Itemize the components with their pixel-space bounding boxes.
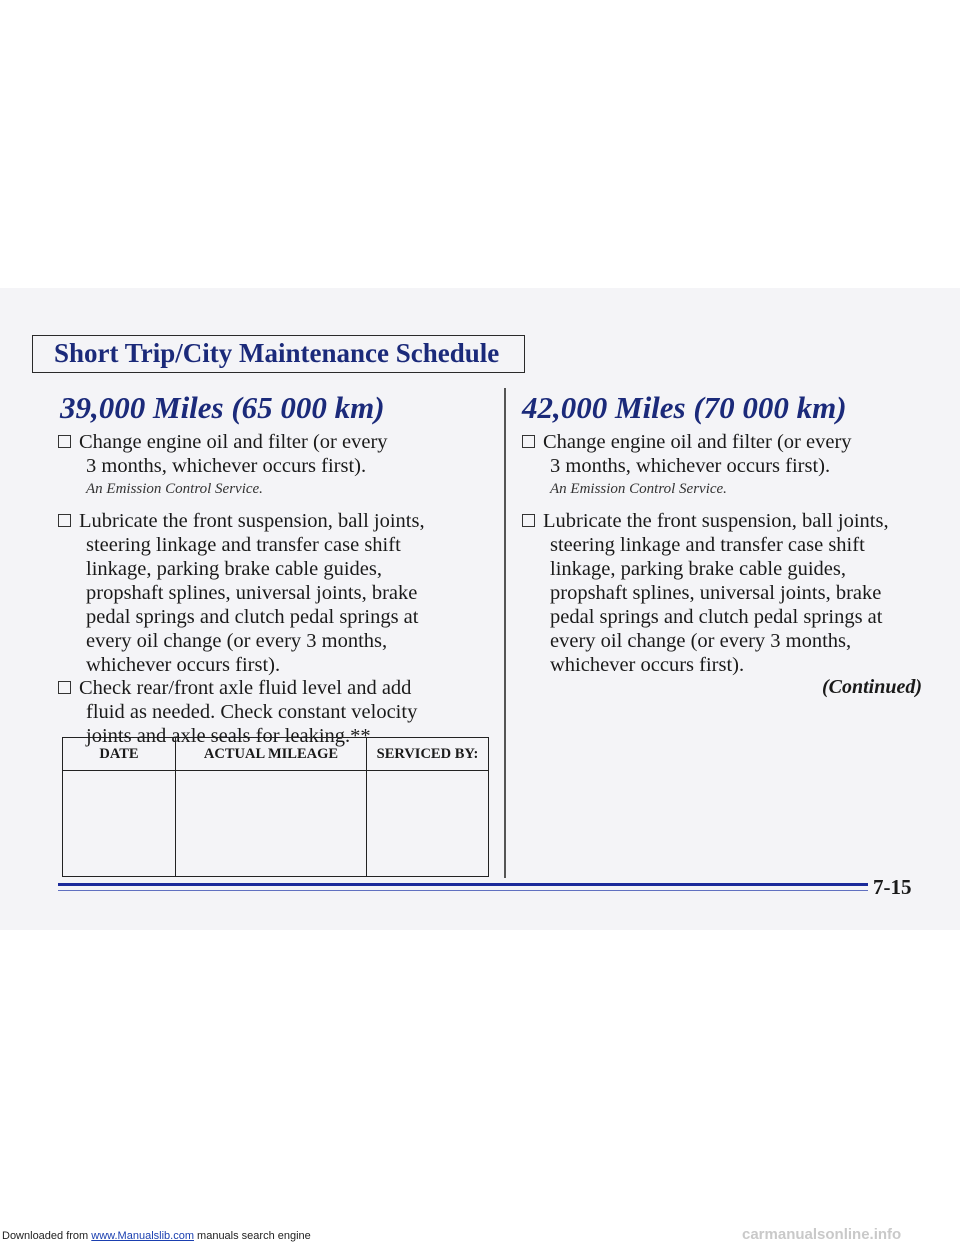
item-text: Change engine oil and filter (or every: [543, 431, 852, 453]
item-text: every oil change (or every 3 months,: [550, 630, 852, 652]
table-row: [63, 771, 489, 877]
manualslib-link[interactable]: www.Manualslib.com: [91, 1230, 194, 1242]
item-text: Lubricate the front suspension, ball joints,: [79, 510, 425, 532]
checkbox-icon[interactable]: [522, 514, 535, 527]
item-text: Check rear/front axle fluid level and add: [79, 677, 412, 699]
checkbox-icon[interactable]: [58, 681, 71, 694]
item-text: whichever occurs first).: [86, 654, 281, 676]
item-text: pedal springs and clutch pedal springs at: [550, 606, 883, 628]
checkbox-icon[interactable]: [58, 514, 71, 527]
download-footer: [2, 1230, 311, 1242]
item-text: 3 months, whichever occurs first).: [86, 455, 367, 477]
item-text: every oil change (or every 3 months,: [86, 630, 388, 652]
mileage-cell[interactable]: [176, 771, 367, 877]
right-mileage-heading: 42,000 Miles (70 000 km): [522, 390, 847, 425]
left-emission-note: An Emission Control Service.: [86, 481, 263, 497]
item-text: 3 months, whichever occurs first).: [550, 455, 831, 477]
section-title: Short Trip/City Maintenance Schedule: [54, 338, 500, 368]
right-checklist-item-1: [522, 430, 852, 478]
item-text: whichever occurs first).: [550, 654, 745, 676]
item-text: linkage, parking brake cable guides,: [86, 558, 382, 580]
item-text: pedal springs and clutch pedal springs at: [86, 606, 419, 628]
page-number: 7-15: [873, 875, 912, 899]
date-cell[interactable]: [63, 771, 176, 877]
left-mileage-heading: 39,000 Miles (65 000 km): [60, 390, 385, 425]
column-divider: [504, 388, 506, 878]
checkbox-icon[interactable]: [58, 435, 71, 448]
item-text: propshaft splines, universal joints, brake: [550, 582, 882, 604]
table-header-row: [63, 738, 489, 771]
checkbox-icon[interactable]: [522, 435, 535, 448]
column-header-serviced-by: SERVICED BY:: [367, 738, 489, 771]
left-checklist-item-1: [58, 430, 388, 478]
item-text: Lubricate the front suspension, ball joints,: [543, 510, 889, 532]
watermark-text: carmanualsonline.info: [742, 1226, 902, 1243]
column-header-mileage: ACTUAL MILEAGE: [176, 738, 367, 771]
column-header-date: DATE: [63, 738, 176, 771]
item-text: joints and axle seals for leaking.**: [86, 725, 371, 747]
footer-rule-thin: [58, 890, 868, 891]
item-text: Change engine oil and filter (or every: [79, 431, 388, 453]
continued-label: (Continued): [822, 676, 923, 698]
item-text: propshaft splines, universal joints, brake: [86, 582, 418, 604]
right-emission-note: An Emission Control Service.: [550, 481, 727, 497]
right-checklist-item-2: [522, 509, 889, 677]
item-text: steering linkage and transfer case shift: [86, 534, 401, 556]
footer-rule: [58, 883, 868, 886]
footer-suffix: manuals search engine: [193, 1230, 311, 1242]
serviced-by-cell[interactable]: [367, 771, 489, 877]
item-text: linkage, parking brake cable guides,: [550, 558, 846, 580]
service-log-table: [62, 737, 489, 877]
footer-prefix: Downloaded from: [2, 1230, 92, 1242]
item-text: fluid as needed. Check constant velocity: [86, 701, 418, 723]
left-checklist-item-2: [58, 509, 425, 677]
item-text: steering linkage and transfer case shift: [550, 534, 865, 556]
